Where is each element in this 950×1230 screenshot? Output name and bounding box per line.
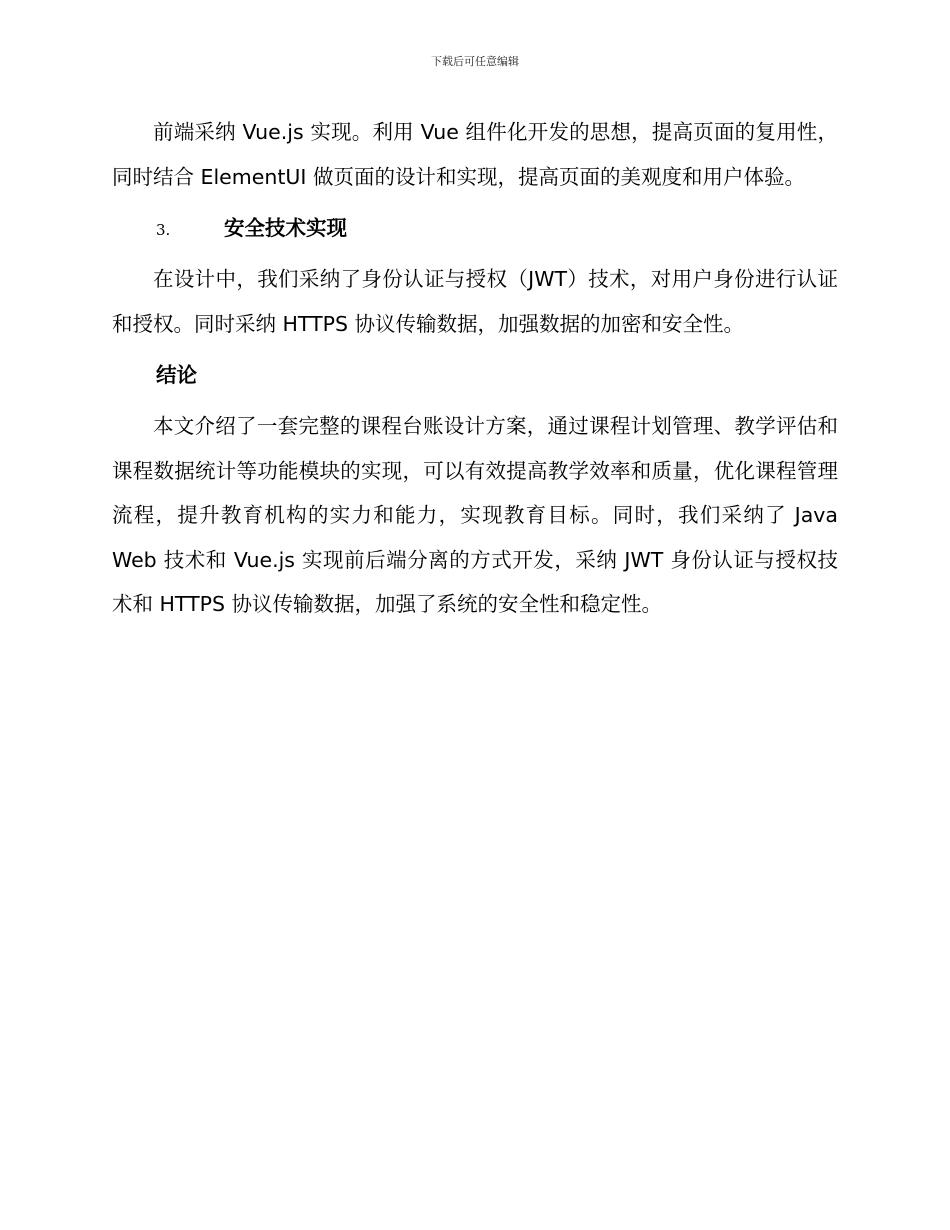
paragraph-frontend: 前端采纳 Vue.js 实现。利用 Vue 组件化开发的思想，提高页面的复用性，同时结合 ElementUI 做页面的设计和实现，提高页面的美观度和用户体验。 [112,120,838,189]
conclusion-heading: 结论 [156,363,197,387]
document-body [112,110,838,627]
section-heading-security [112,199,838,257]
page-header: 下载后可任意编辑 [431,55,519,68]
paragraph-conclusion: 本文介绍了一套完整的课程台账设计方案，通过课程计划管理、教学评估和课程数据统计等功能模块的实现，可以有效提高教学效率和质量，优化课程管理流程，提升教育机构的实力和能力，实现教育目标。同时，我们采纳了 Java Web 技术和 Vue.js 实现前后端分离的方式开发，采纳 JWT 身份认证与授权技术和 HTTPS 协议传输数据，加强了系统的安全性和稳定性。 [112,414,838,616]
paragraph-security: 在设计中，我们采纳了身份认证与授权（JWT）技术，对用户身份进行认证和授权。同时采纳 HTTPS 协议传输数据，加强数据的加密和安全性。 [112,267,838,336]
section-title: 安全技术实现 [224,216,347,240]
section-number: 3. [156,221,171,239]
